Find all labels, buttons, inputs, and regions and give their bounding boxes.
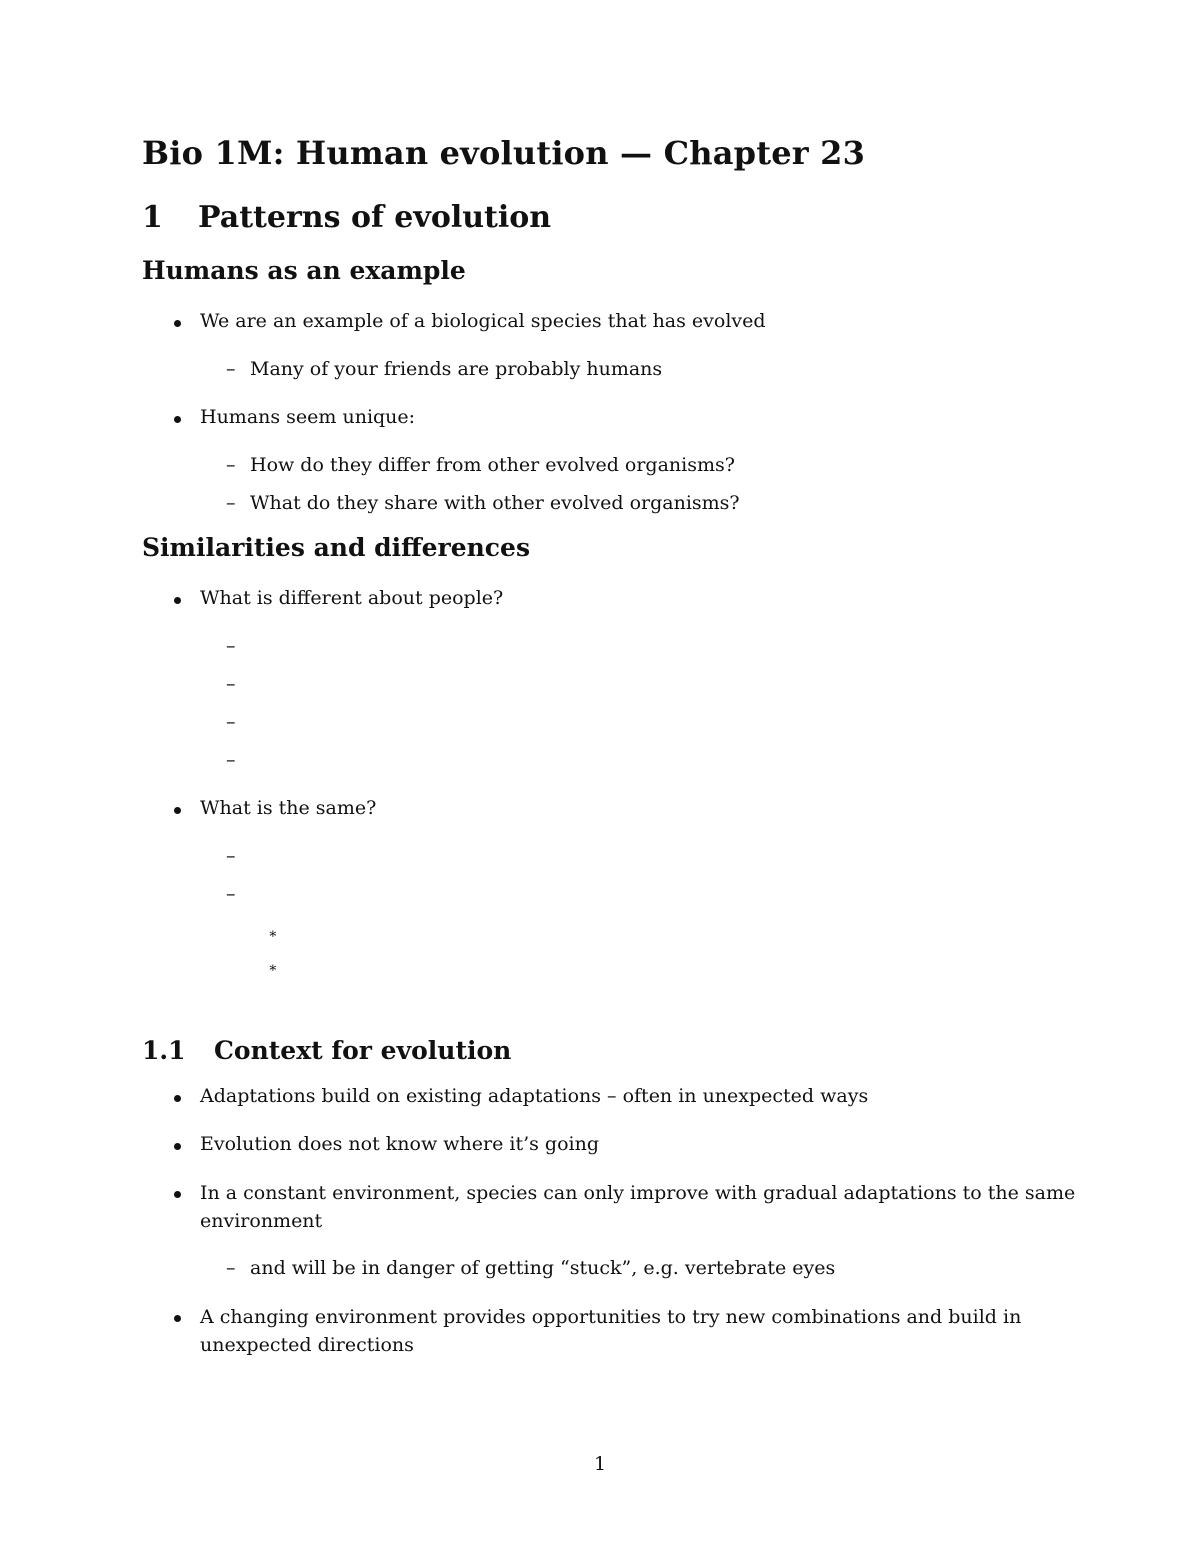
list-item: We are an example of a biological species that has evolved [200, 310, 766, 332]
list-item: Evolution does not know where it’s going [200, 1133, 599, 1155]
asterisk-marker: ∗ [268, 926, 278, 942]
list-item: What is the same? [200, 797, 377, 819]
page-number: 1 [594, 1453, 607, 1475]
dash-marker: – [226, 454, 236, 476]
bullet-icon [174, 597, 181, 604]
dash-marker: – [226, 845, 236, 867]
sub-list-item: and will be in danger of getting “stuck”, e.g. vertebrate eyes [250, 1257, 836, 1279]
dash-marker: – [226, 883, 236, 905]
subheading-humans-example: Humans as an example [142, 256, 466, 285]
section-title: Patterns of evolution [198, 200, 552, 235]
bullet-icon [174, 1191, 181, 1198]
dash-marker: – [226, 711, 236, 733]
dash-marker: – [226, 749, 236, 771]
sub-list-item: How do they differ from other evolved organisms? [250, 454, 735, 476]
list-item: Adaptations build on existing adaptations – often in unexpected ways [200, 1085, 869, 1107]
bullet-icon [174, 320, 181, 327]
dash-marker: – [226, 1257, 236, 1279]
dash-marker: – [226, 673, 236, 695]
asterisk-marker: ∗ [268, 960, 278, 976]
subsection-number: 1.1 [142, 1036, 186, 1065]
document-title: Bio 1M: Human evolution — Chapter 23 [142, 134, 866, 172]
bullet-icon [174, 1143, 181, 1150]
list-item: What is different about people? [200, 587, 504, 609]
sub-list-item: Many of your friends are probably humans [250, 358, 663, 380]
bullet-icon [174, 416, 181, 423]
dash-marker: – [226, 358, 236, 380]
dash-marker: – [226, 492, 236, 514]
bullet-icon [174, 1315, 181, 1322]
bullet-icon [174, 807, 181, 814]
section-number: 1 [142, 200, 163, 235]
list-item: Humans seem unique: [200, 406, 416, 428]
sub-list-item: What do they share with other evolved organisms? [250, 492, 740, 514]
list-item: A changing environment provides opportunities to try new combinations and build in unexpected directions [200, 1306, 1022, 1356]
bullet-icon [174, 1095, 181, 1102]
subheading-similarities: Similarities and differences [142, 533, 531, 562]
subsection-title: Context for evolution [214, 1036, 512, 1065]
dash-marker: – [226, 635, 236, 657]
list-item: In a constant environment, species can only improve with gradual adaptations to the same environment [200, 1182, 1076, 1232]
